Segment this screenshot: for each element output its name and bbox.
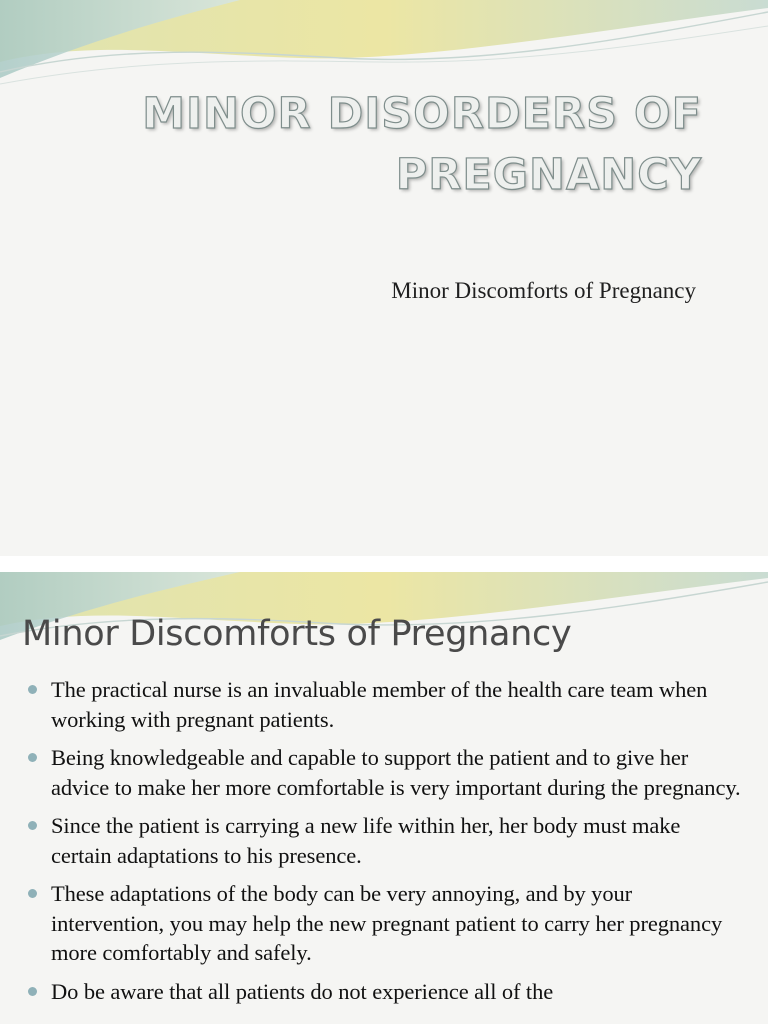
bullet-icon (28, 987, 37, 996)
bullet-text: Do be aware that all patients do not experience all of the (51, 978, 554, 1004)
content-slide (0, 572, 768, 1024)
slide-title: Minor Discomforts of Pregnancy (22, 614, 572, 654)
bullet-item (26, 879, 746, 968)
header-swoosh (0, 0, 768, 90)
slide-title-line: PREGNANCY (395, 150, 702, 200)
bullet-item (26, 743, 746, 802)
bullet-list (26, 675, 746, 1015)
bullet-text: Being knowledgeable and capable to support the patient and to give her advice to make her more comfortable is very important during the pregnancy. (51, 745, 741, 800)
bullet-text: The practical nurse is an invaluable member of the health care team when working with pregnant patients. (51, 677, 708, 732)
bullet-item (26, 675, 746, 734)
slide-title (102, 84, 702, 206)
bullet-icon (28, 685, 37, 694)
bullet-icon (28, 753, 37, 762)
bullet-item (26, 811, 746, 870)
bullet-icon (28, 821, 37, 830)
slide-subtitle: Minor Discomforts of Pregnancy (391, 278, 696, 303)
bullet-icon (28, 889, 37, 898)
bullet-text: These adaptations of the body can be very annoying, and by your intervention, you may help the new pregnant patient to carry her pregnancy more comfortably and safely. (51, 881, 723, 965)
bullet-text: Since the patient is carrying a new life within her, her body must make certain adaptations to his presence. (51, 813, 681, 868)
bullet-item (26, 977, 746, 1007)
slide-title-line: MINOR DISORDERS OF (142, 89, 702, 139)
